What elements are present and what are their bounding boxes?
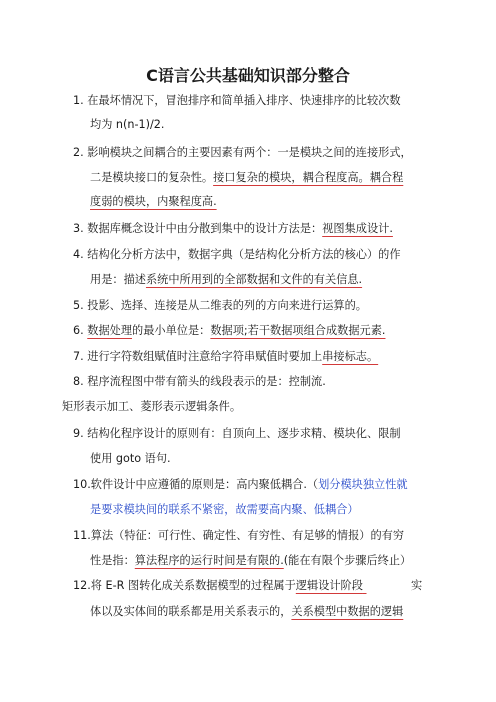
highlighted-text: 是要求模块间的联系不紧密，故需要高内聚、低耦合） [90,503,359,516]
underlined-text: 数据项;若干数据项组合成数据元素. [210,324,386,337]
item-text: 性是指： [90,554,135,567]
item-3 [73,222,393,236]
item-12-continued [90,605,403,619]
document-title: C语言公共基础知识部分整合 [146,66,350,85]
item-9-continued [90,452,171,466]
item-number: 2. [73,146,84,159]
item-text: 程序流程图中带有箭头的线段表示的是：控制流. [87,375,326,388]
item-12 [73,579,422,593]
item-11-continued [90,554,411,568]
item-11 [73,529,404,543]
item-number: 4. [73,248,84,261]
item-10 [73,478,408,492]
item-4 [73,248,401,262]
blank-underline [363,579,411,593]
item-2-continued [90,171,403,185]
underlined-text: 视图集成设计. [322,222,393,235]
item-1 [73,94,401,108]
underlined-text: 串接标志。 [322,350,379,363]
item-5 [73,299,367,313]
item-number: 7. [73,350,84,363]
item-10-continued [90,503,359,517]
underlined-text: 数据处理 [87,324,133,337]
item-text: 均为 n(n-1)/2. [90,118,165,131]
item-number: 6. [73,324,84,337]
item-text: 体以及实体间的联系都是用关系表示的， [90,605,292,618]
item-7 [73,350,378,364]
item-8 [73,375,326,389]
item-number: 8. [73,375,84,388]
item-text: (能在有限个步骤后终止） [283,554,412,567]
item-text: 实 [410,579,423,592]
item-number: 5. [73,299,84,312]
underlined-text: 算法程序的运行时间是有限的. [134,554,284,567]
item-2-continued [90,195,217,209]
item-number: 12. [73,579,91,592]
item-text: 矩形表示加工、菱形表示逻辑条件。 [62,400,242,413]
item-9 [73,427,401,441]
underlined-text: 接口复杂的模块，耦合程度高。耦合程 [213,171,404,184]
item-4-continued [90,273,362,287]
item-text: 数据库概念设计中由分散到集中的设计方法是： [87,222,323,235]
item-text: 用是：描述 [90,273,146,286]
item-number: 1. [73,94,84,107]
item-number: 11. [73,529,91,542]
underlined-text: 系统中所用到的全部数据和文件的有关信息. [145,273,363,286]
item-text: 软件设计中应遵循的原则是：高内聚低耦合.（ [90,478,319,491]
item-text: 使用 goto 语句. [90,452,171,465]
item-text: 影响模块之间耦合的主要因素有两个：一是模块之间的连接形式， [87,146,412,159]
highlighted-text: 划分模块独立性就 [318,478,408,491]
item-number: 3. [73,222,84,235]
item-text: 在最坏情况下，冒泡排序和简单插入排序、快速排序的比较次数 [87,94,401,107]
item-text: 投影、选择、连接是从二维表的列的方向来进行运算的。 [87,299,367,312]
item-text: 算法（特征：可行性、确定性、有穷性、有足够的情报）的有穷 [90,529,405,542]
underlined-text: 度弱的模块，内聚程度高. [90,195,217,208]
item-text: 结构化分析方法中，数据字典（是结构化分析方法的核心）的作 [87,248,401,261]
item-text: 的最小单位是： [132,324,211,337]
item-text: 结构化程序设计的原则有：自顶向上、逐步求精、模块化、限制 [87,427,401,440]
underlined-text: 关系模型中数据的逻辑 [291,605,404,618]
item-text: 将 E-R 图转化成关系数据模型的过程属于 [90,579,296,592]
item-number: 9. [73,427,84,440]
underlined-text: 逻辑设计阶段 [295,579,363,592]
item-8-note [62,400,241,414]
item-1-continued [90,118,164,132]
item-text: 进行字符数组赋值时注意给字符串赋值时要加上 [87,350,323,363]
item-2 [73,146,412,160]
item-number: 10. [73,478,91,491]
item-text: 二是模块接口的复杂性。 [90,171,214,184]
item-6 [73,324,385,338]
